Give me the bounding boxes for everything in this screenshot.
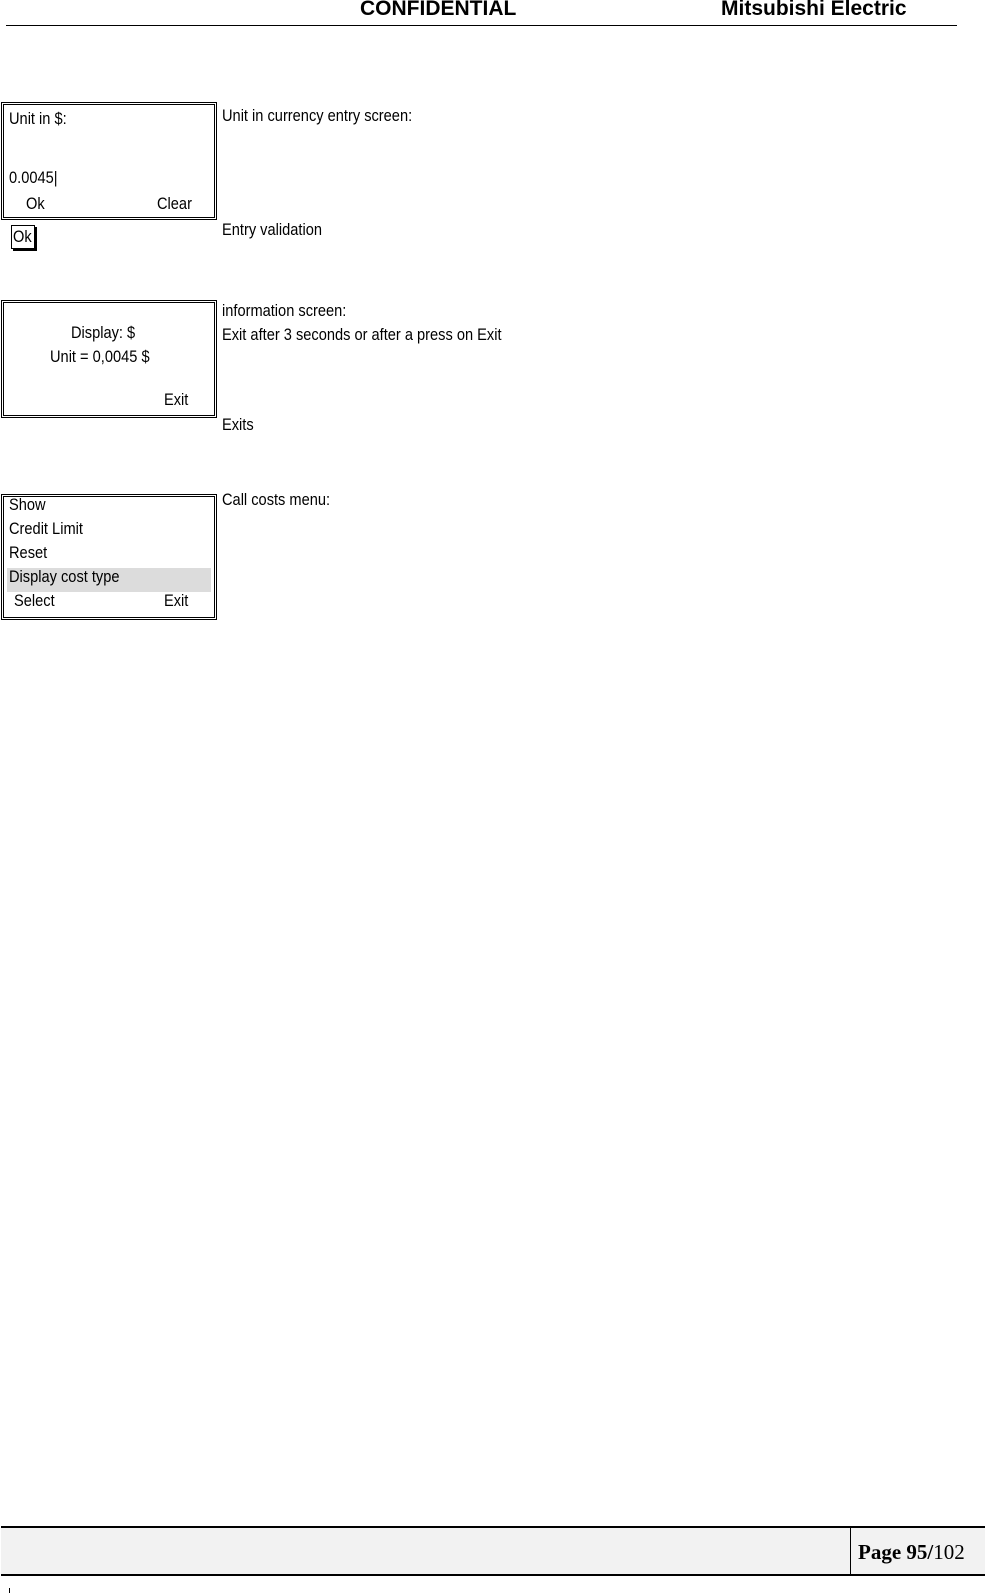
ok-softkey[interactable]: Ok (26, 194, 45, 213)
page-label: Page 95/ (858, 1540, 934, 1564)
page-footer (1, 1526, 985, 1576)
unit-entry-screen (1, 102, 217, 220)
unit-entry-value[interactable]: 0.0045| (9, 168, 58, 187)
info-unit-line: Unit = 0,0045 $ (50, 347, 150, 366)
select-softkey[interactable]: Select (14, 591, 55, 610)
page-header (6, 0, 957, 26)
clear-softkey[interactable]: Clear (157, 194, 192, 213)
information-screen (1, 300, 217, 418)
page-total: 102 (933, 1540, 965, 1564)
call-costs-menu-screen (1, 494, 217, 620)
confidential-label: CONFIDENTIAL (360, 0, 517, 20)
footer-divider (850, 1528, 851, 1574)
ok-key[interactable] (11, 225, 35, 249)
footer-mark (9, 1588, 10, 1593)
company-name: Mitsubishi Electric (721, 0, 907, 20)
unit-entry-title: Unit in $: (9, 109, 67, 128)
desc-unit-entry: Unit in currency entry screen: (222, 106, 413, 125)
desc-info-detail: Exit after 3 seconds or after a press on Exit (222, 325, 502, 344)
info-display-line: Display: $ (71, 323, 136, 342)
menu-item-reset[interactable]: Reset (9, 543, 48, 562)
menu-exit-softkey[interactable]: Exit (164, 591, 189, 610)
desc-exits: Exits (222, 415, 254, 434)
ok-key-label: Ok (13, 227, 32, 246)
desc-call-costs: Call costs menu: (222, 490, 331, 509)
exit-softkey[interactable]: Exit (164, 390, 189, 409)
page-number (858, 1540, 965, 1565)
desc-entry-validation: Entry validation (222, 220, 322, 239)
menu-item-show[interactable]: Show (9, 495, 46, 514)
menu-item-display-cost-type[interactable]: Display cost type (9, 567, 120, 586)
menu-item-credit-limit[interactable]: Credit Limit (9, 519, 83, 538)
desc-info-title: information screen: (222, 301, 347, 320)
